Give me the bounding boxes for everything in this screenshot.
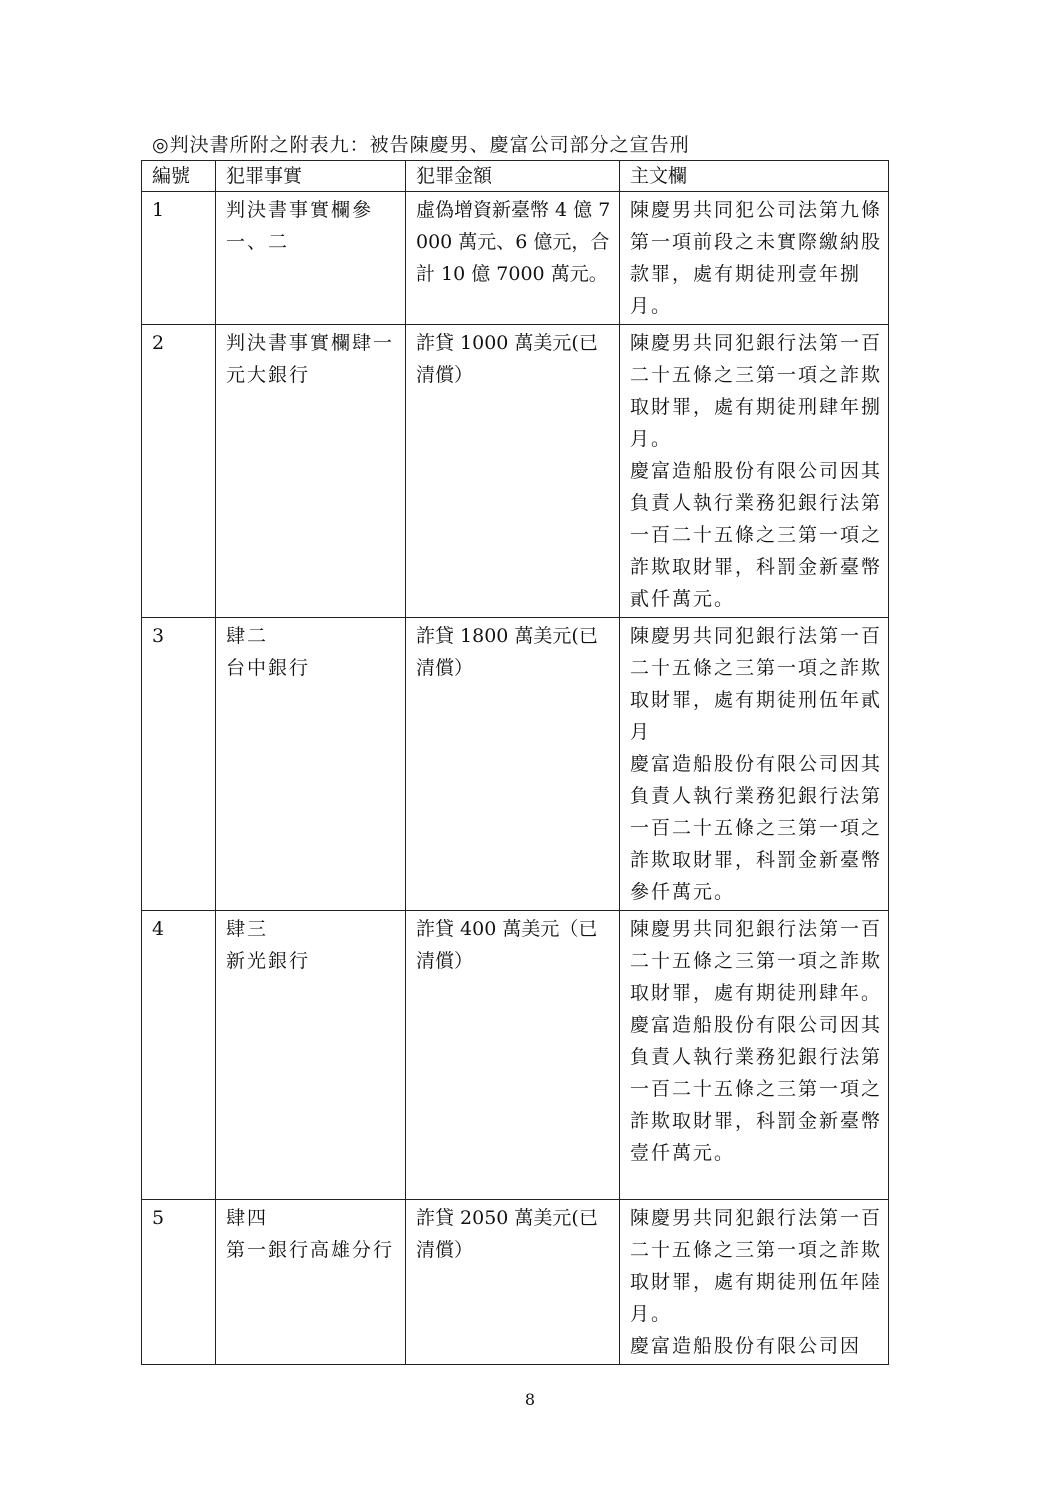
verdict-paragraph: 慶富造船股份有限公司因其負責人執行業務犯銀行法第一百二十五條之三第一項之詐欺取財罪，科罰金新臺幣參仟萬元。 [630,753,883,903]
bank-name: 元大銀行 [226,364,311,386]
bank-name: 新光銀行 [226,950,311,972]
criminal-amount-text: 詐貸 1000 萬美元(已清償） [416,332,598,386]
table-row [142,911,889,1200]
table-row [142,618,889,911]
table-row [142,192,889,325]
verdict-paragraph: 慶富造船股份有限公司因其負責人執行業務犯銀行法第一百二十五條之三第一項之詐欺取財罪，科罰金新臺幣貳仟萬元。 [630,460,883,610]
page-number: 8 [524,1390,536,1409]
row-number: 1 [142,192,216,325]
verdict-paragraph: 慶富造船股份有限公司因其負責人執行業務犯銀行法第一百二十五條之三第一項之詐欺取財罪，科罰金新臺幣壹仟萬元。 [630,1014,883,1164]
table-row [142,1200,889,1365]
header-number: 編號 [142,161,216,192]
verdict-cell [620,911,889,1200]
criminal-fact-cell [216,192,406,325]
verdict-paragraph: 陳慶男共同犯銀行法第一百二十五條之三第一項之詐欺取財罪，處有期徒刑肆年。 [630,918,883,1004]
criminal-amount-cell [406,325,620,618]
criminal-amount-cell [406,618,620,911]
criminal-fact-cell [216,911,406,1200]
criminal-fact-cell [216,325,406,618]
verdict-cell [620,618,889,911]
criminal-amount-text: 詐貸 2050 萬美元(已清償） [416,1207,598,1261]
header-main-text: 主文欄 [620,161,889,192]
row-number: 5 [142,1200,216,1365]
verdict-paragraph: 陳慶男共同犯銀行法第一百二十五條之三第一項之詐欺取財罪，處有期徒刑伍年貳月 [630,625,883,743]
criminal-fact-text: 肆三 [226,918,269,940]
criminal-amount-cell [406,911,620,1200]
verdict-paragraph: 慶富造船股份有限公司因 [630,1335,862,1357]
criminal-fact-text: 肆四 [226,1207,269,1229]
bank-name: 台中銀行 [226,657,311,679]
table-caption: ◎判決書所附之附表九：被告陳慶男、慶富公司部分之宣告刑 [152,134,690,156]
criminal-fact-cell [216,618,406,911]
criminal-amount-text: 虛偽增資新臺幣 4 億 7000 萬元、6 億元，合計 10 億 7000 萬元。 [416,199,611,285]
bank-name: 第一銀行高雄分行 [226,1239,395,1261]
criminal-fact-text: 判決書事實欄參一、二 [226,199,374,253]
table-row [142,325,889,618]
header-criminal-fact: 犯罪事實 [216,161,406,192]
criminal-amount-cell [406,1200,620,1365]
verdict-paragraph: 陳慶男共同犯公司法第九條第一項前段之未實際繳納股款罪，處有期徒刑壹年捌月。 [630,199,883,317]
verdict-cell [620,192,889,325]
criminal-amount-text: 詐貸 1800 萬美元(已清償） [416,625,598,679]
criminal-amount-cell [406,192,620,325]
verdict-cell [620,1200,889,1365]
verdict-paragraph: 陳慶男共同犯銀行法第一百二十五條之三第一項之詐欺取財罪，處有期徒刑肆年捌月。 [630,332,883,450]
criminal-fact-cell [216,1200,406,1365]
criminal-amount-text: 詐貸 400 萬美元（已清償） [416,918,598,972]
row-number: 4 [142,911,216,1200]
table-header-row [142,161,889,192]
row-number: 3 [142,618,216,911]
row-number: 2 [142,325,216,618]
header-criminal-amount: 犯罪金額 [406,161,620,192]
criminal-fact-text: 判決書事實欄肆一 [226,332,395,354]
verdict-paragraph: 陳慶男共同犯銀行法第一百二十五條之三第一項之詐欺取財罪，處有期徒刑伍年陸月。 [630,1207,883,1325]
criminal-fact-text: 肆二 [226,625,269,647]
sentence-table [141,160,889,1365]
verdict-cell [620,325,889,618]
